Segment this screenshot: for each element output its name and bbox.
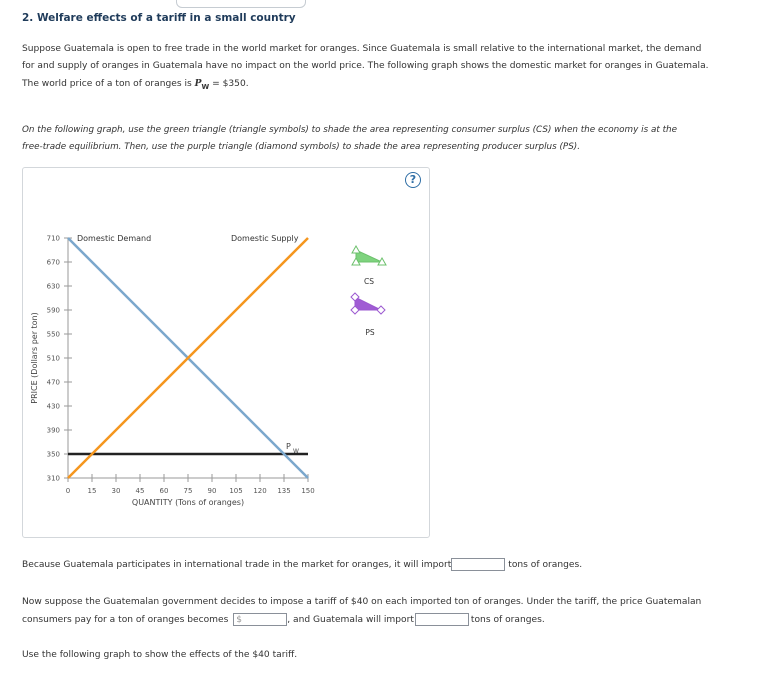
y-axis-title: PRICE (Dollars per ton) [30,312,39,404]
y-tick-label: 390 [46,426,60,435]
tariff-suffix-text: tons of oranges. [470,615,545,625]
x-tick-label: 150 [301,487,315,495]
ps-label: PS [365,328,375,337]
x-axis-title: QUANTITY (Tons of oranges) [131,498,245,507]
x-tick-label: 75 [183,487,193,495]
y-tick-label: 310 [46,474,60,483]
x-tick-label: 60 [159,487,169,495]
x-tick-label: 135 [277,487,291,495]
intro-line-2: for and supply of oranges in Guatemala have no impact on the world price. The following graph shows the domestic market for oranges in Guatemala. [22,61,709,71]
tariff-price-input[interactable]: $ [233,613,287,626]
x-tick-label: 0 [65,487,71,495]
cs-label: CS [364,277,374,286]
tariff-line-1: Now suppose the Guatemalan government decides to impose a tariff of $40 on each imported ton of oranges. Under the tariff, the price Guatemalan [22,597,702,607]
y-tick-label: 590 [46,306,60,315]
question-import-suffix: tons of oranges. [508,560,583,570]
y-tick-label: 510 [46,354,60,363]
tariff-middle-text: , and Guatemala will import [287,615,414,625]
y-tick-label: 670 [46,258,60,267]
demand-label: Domestic Demand [77,234,152,243]
x-tick-label: 15 [87,487,97,495]
instructions-line-1: On the following graph, use the green triangle (triangle symbols) to shade the area representing consumer surplus (CS) when the economy is at the [22,125,678,135]
cs-triangle-tool[interactable] [352,246,386,265]
ps-triangle-handle [377,306,385,314]
tariff-import-input[interactable] [415,613,469,626]
tariff-question [22,593,701,629]
cs-triangle-shape [356,250,382,262]
tariff-price-text: consumers pay for a ton of oranges becomes [22,615,229,625]
y-tick-label: 550 [46,330,60,339]
x-tick-label: 90 [207,487,217,495]
instructions-line-2: free-trade equilibrium. Then, use the purple triangle (diamond symbols) to shade the area representing producer surplus (PS). [22,142,581,152]
cs-triangle-handle [352,246,360,253]
supply-label: Domestic Supply [231,234,299,243]
x-tick-label: 30 [111,487,121,495]
question-import-text: Because Guatemala participates in international trade in the market for oranges, it will import [22,560,452,570]
x-tick-label: 45 [135,487,145,495]
question-heading: 2. Welfare effects of a tariff in a small country [22,12,296,24]
ps-triangle-shape [355,297,381,310]
world-price-subscript: W [201,82,210,91]
intro-line-3-text: The world price of a ton of oranges is [22,79,195,89]
y-tick-label: 710 [46,234,60,243]
ps-triangle-tool[interactable] [351,293,385,314]
help-icon[interactable]: ? [405,172,421,188]
world-price-label-sub: W [293,448,299,455]
question-import [22,558,582,571]
world-price-label: P [286,442,291,451]
x-tick-label: 105 [229,487,243,495]
intro-line-1: Suppose Guatemala is open to free trade in the world market for oranges. Since Guatemala is small relative to the international market, the demand [22,44,702,54]
y-tick-label: 350 [46,450,60,459]
y-tick-label: 430 [46,402,60,411]
world-price-value: = $350. [209,79,249,89]
world-price-symbol: P [194,78,202,89]
tariff-graph-instruction: Use the following graph to show the effects of the $40 tariff. [22,650,298,660]
y-tick-label: 630 [46,282,60,291]
y-tick-label: 470 [46,378,60,387]
tariff-line-2 [22,611,701,629]
x-tick-label: 120 [253,487,267,495]
import-quantity-input[interactable] [451,558,505,571]
